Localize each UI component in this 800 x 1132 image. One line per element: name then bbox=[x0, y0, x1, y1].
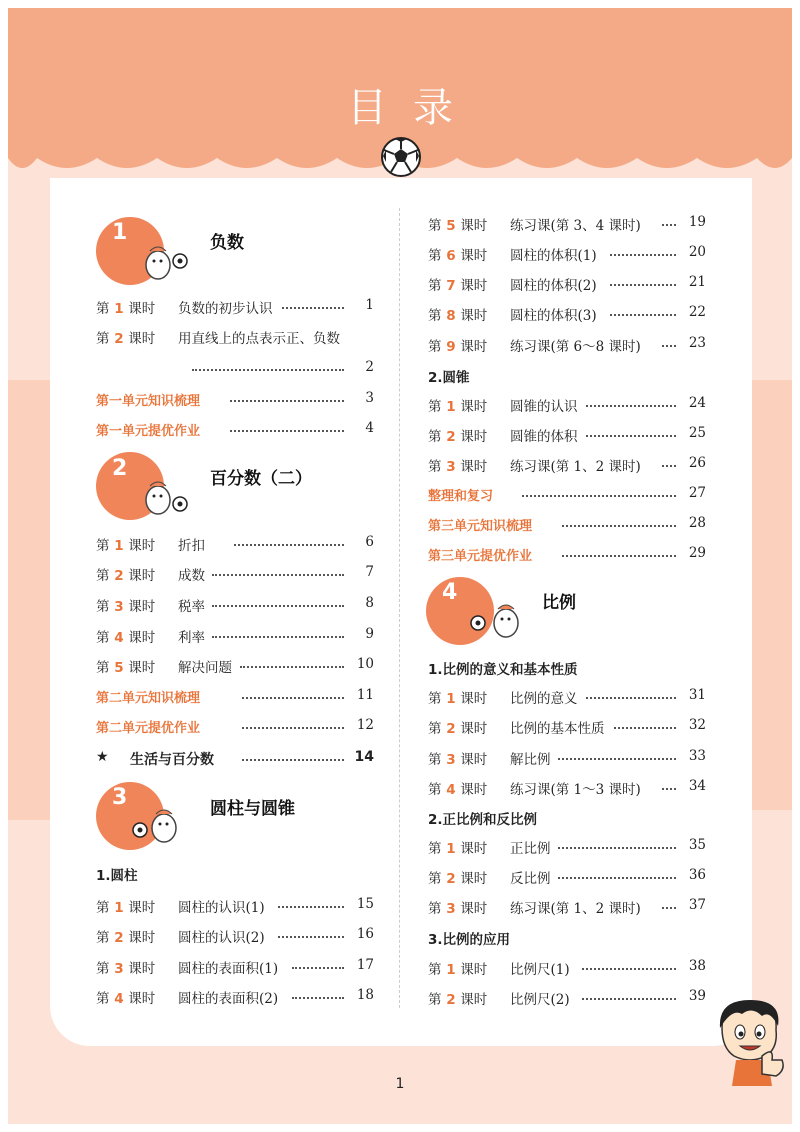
page-ref: 1 bbox=[365, 297, 374, 313]
lesson-label bbox=[428, 218, 487, 234]
leader-dots bbox=[242, 759, 344, 761]
unit-4-badge bbox=[426, 573, 526, 653]
lesson-number: 8 bbox=[441, 308, 461, 324]
lesson-number: 2 bbox=[441, 721, 461, 737]
leader-dots bbox=[230, 400, 344, 402]
unit-2-number: 2 bbox=[112, 456, 128, 481]
lesson-label bbox=[428, 339, 487, 355]
lesson-name: 练习课(第 1～3 课时) bbox=[510, 782, 641, 798]
lesson-label bbox=[428, 459, 487, 475]
page-ref: 33 bbox=[688, 748, 706, 764]
lesson-suffix: 课时 bbox=[460, 871, 488, 887]
lesson-name: 练习课(第 3、4 课时) bbox=[510, 218, 641, 234]
page-title: 目录 bbox=[347, 85, 479, 131]
lesson-name: 比例的意义 bbox=[510, 691, 578, 707]
section-heading: 1.圆柱 bbox=[96, 868, 138, 884]
lesson-name: 圆柱的认识(1) bbox=[178, 900, 265, 916]
lesson-label bbox=[96, 660, 155, 676]
lesson-number: 7 bbox=[441, 278, 461, 294]
lesson-label bbox=[96, 301, 155, 317]
lesson-prefix: 第 bbox=[96, 900, 110, 916]
lesson-prefix: 第 bbox=[428, 962, 442, 978]
lesson-suffix: 课时 bbox=[460, 308, 488, 324]
lesson-label bbox=[428, 278, 487, 294]
unit-3-badge bbox=[96, 778, 196, 858]
lesson-name: 圆锥的认识 bbox=[510, 399, 578, 415]
lesson-row[interactable] bbox=[428, 395, 706, 417]
page-ref: 3 bbox=[365, 390, 374, 406]
leader-dots bbox=[662, 224, 676, 226]
lesson-suffix: 课时 bbox=[128, 301, 156, 317]
lesson-name: 圆柱的体积(2) bbox=[510, 278, 597, 294]
lesson-prefix: 第 bbox=[428, 721, 442, 737]
lesson-prefix: 第 bbox=[96, 961, 110, 977]
lesson-row[interactable] bbox=[428, 244, 706, 266]
leader-dots bbox=[562, 525, 676, 527]
summary-name: 第三单元知识梳理 bbox=[428, 519, 533, 534]
lesson-name: 圆柱的认识(2) bbox=[178, 930, 265, 946]
lesson-name: 解比例 bbox=[510, 752, 551, 768]
lesson-label bbox=[428, 399, 487, 415]
lesson-number: 3 bbox=[109, 961, 129, 977]
lesson-name: 折扣 bbox=[178, 538, 205, 554]
summary-name: 第一单元提优作业 bbox=[96, 424, 201, 439]
leader-dots bbox=[610, 284, 676, 286]
lesson-label bbox=[428, 248, 487, 264]
lesson-suffix: 课时 bbox=[460, 248, 488, 264]
lesson-label bbox=[428, 841, 487, 857]
lesson-number: 2 bbox=[441, 992, 461, 1008]
lesson-number: 1 bbox=[441, 399, 461, 415]
page-ref: 34 bbox=[688, 778, 706, 794]
page-ref: 31 bbox=[688, 687, 706, 703]
lesson-row[interactable] bbox=[428, 335, 706, 357]
page-ref: 16 bbox=[356, 926, 374, 942]
section-heading: 3.比例的应用 bbox=[428, 932, 511, 948]
page-ref: 14 bbox=[354, 749, 374, 765]
lesson-prefix: 第 bbox=[96, 568, 110, 584]
lesson-name: 圆柱的体积(3) bbox=[510, 308, 597, 324]
page-ref: 9 bbox=[365, 626, 374, 642]
lesson-label bbox=[96, 961, 155, 977]
page-ref: 18 bbox=[356, 987, 374, 1003]
lesson-name: 练习课(第 1、2 课时) bbox=[510, 459, 641, 475]
lesson-number: 1 bbox=[109, 538, 129, 554]
lesson-row[interactable] bbox=[96, 896, 374, 918]
lesson-number: 4 bbox=[109, 991, 129, 1007]
summary-name: 第二单元知识梳理 bbox=[96, 691, 201, 706]
unit-1-number: 1 bbox=[112, 220, 128, 245]
lesson-row[interactable] bbox=[96, 987, 374, 1009]
leader-dots bbox=[662, 465, 676, 467]
leader-dots bbox=[212, 636, 344, 638]
lesson-name: 成数 bbox=[178, 568, 205, 584]
lesson-name: 圆柱的表面积(2) bbox=[178, 991, 279, 1007]
page-ref: 29 bbox=[688, 545, 706, 561]
page-ref: 32 bbox=[688, 717, 706, 733]
lesson-prefix: 第 bbox=[96, 538, 110, 554]
toc-page bbox=[8, 8, 792, 1124]
lesson-name: 练习课(第 1、2 课时) bbox=[510, 901, 641, 917]
lesson-label bbox=[96, 900, 155, 916]
lesson-suffix: 课时 bbox=[128, 660, 156, 676]
page-ref: 6 bbox=[365, 534, 374, 550]
summary-row[interactable] bbox=[428, 485, 706, 507]
lesson-prefix: 第 bbox=[96, 930, 110, 946]
lesson-row[interactable] bbox=[428, 274, 706, 296]
lesson-suffix: 课时 bbox=[460, 429, 488, 445]
summary-row[interactable] bbox=[96, 717, 374, 739]
lesson-suffix: 课时 bbox=[460, 721, 488, 737]
lesson-suffix: 课时 bbox=[128, 331, 156, 347]
leader-dots bbox=[292, 967, 344, 969]
lesson-prefix: 第 bbox=[428, 248, 442, 264]
lesson-label bbox=[96, 599, 155, 615]
lesson-number: 9 bbox=[441, 339, 461, 355]
side-strip-left bbox=[8, 380, 50, 820]
lesson-row[interactable] bbox=[428, 455, 706, 477]
leader-dots bbox=[278, 936, 344, 938]
lesson-suffix: 课时 bbox=[128, 630, 156, 646]
leader-dots bbox=[582, 998, 676, 1000]
leader-dots bbox=[662, 345, 676, 347]
lesson-number: 4 bbox=[441, 782, 461, 798]
lesson-prefix: 第 bbox=[96, 991, 110, 1007]
page-ref: 28 bbox=[688, 515, 706, 531]
page-ref: 35 bbox=[688, 837, 706, 853]
lesson-label bbox=[96, 630, 155, 646]
lesson-row[interactable] bbox=[428, 304, 706, 326]
lesson-name: 利率 bbox=[178, 630, 205, 646]
lesson-suffix: 课时 bbox=[460, 962, 488, 978]
lesson-row[interactable] bbox=[96, 626, 374, 648]
lesson-number: 1 bbox=[441, 841, 461, 857]
lesson-prefix: 第 bbox=[96, 599, 110, 615]
column-divider bbox=[399, 208, 400, 1008]
leader-dots bbox=[242, 697, 344, 699]
lesson-suffix: 课时 bbox=[460, 752, 488, 768]
lesson-suffix: 课时 bbox=[128, 930, 156, 946]
page-ref: 21 bbox=[688, 274, 706, 290]
lesson-suffix: 课时 bbox=[460, 691, 488, 707]
lesson-row[interactable] bbox=[96, 926, 374, 948]
lesson-number: 2 bbox=[109, 331, 129, 347]
lesson-label bbox=[96, 930, 155, 946]
leader-dots bbox=[292, 997, 344, 999]
page-ref: 26 bbox=[688, 455, 706, 471]
summary-row[interactable] bbox=[428, 545, 706, 567]
summary-name: 第三单元提优作业 bbox=[428, 549, 533, 564]
lesson-row[interactable] bbox=[428, 958, 706, 980]
lesson-prefix: 第 bbox=[428, 339, 442, 355]
unit-4-title: 比例 bbox=[542, 593, 576, 613]
lesson-prefix: 第 bbox=[428, 278, 442, 294]
lesson-row[interactable] bbox=[428, 717, 706, 739]
leader-dots bbox=[586, 697, 676, 699]
lesson-suffix: 课时 bbox=[128, 568, 156, 584]
lesson-number: 1 bbox=[109, 900, 129, 916]
unit-3-number: 3 bbox=[112, 785, 128, 810]
summary-row[interactable] bbox=[96, 390, 374, 412]
unit-2-badge bbox=[96, 448, 196, 528]
special-topic-name: 生活与百分数 bbox=[130, 752, 214, 768]
summary-row[interactable] bbox=[96, 420, 374, 442]
leader-dots bbox=[522, 495, 676, 497]
leader-dots bbox=[212, 574, 344, 576]
lesson-number: 3 bbox=[441, 752, 461, 768]
page-ref: 15 bbox=[356, 896, 374, 912]
leader-dots bbox=[586, 435, 676, 437]
leader-dots bbox=[230, 430, 344, 432]
lesson-label bbox=[96, 538, 155, 554]
leader-dots bbox=[582, 968, 676, 970]
lesson-suffix: 课时 bbox=[460, 399, 488, 415]
page-ref: 2 bbox=[365, 359, 374, 375]
leader-dots bbox=[558, 847, 676, 849]
lesson-label bbox=[428, 992, 487, 1008]
leader-dots bbox=[242, 727, 344, 729]
lesson-prefix: 第 bbox=[428, 459, 442, 475]
lesson-label bbox=[96, 331, 155, 347]
lesson-label bbox=[428, 871, 487, 887]
lesson-label bbox=[96, 991, 155, 1007]
leader-dots bbox=[212, 605, 344, 607]
lesson-row[interactable] bbox=[96, 564, 374, 586]
lesson-number: 2 bbox=[109, 930, 129, 946]
lesson-row[interactable] bbox=[96, 297, 374, 319]
lesson-prefix: 第 bbox=[428, 429, 442, 445]
page-ref: 39 bbox=[688, 988, 706, 1004]
lesson-name: 负数的初步认识 bbox=[178, 301, 273, 317]
lesson-name: 用直线上的点表示正、负数 bbox=[178, 331, 340, 347]
lesson-row[interactable] bbox=[96, 656, 374, 678]
summary-name: 第一单元知识梳理 bbox=[96, 394, 201, 409]
lesson-number: 2 bbox=[441, 429, 461, 445]
lesson-prefix: 第 bbox=[428, 871, 442, 887]
page-ref: 36 bbox=[688, 867, 706, 883]
lesson-number: 2 bbox=[109, 568, 129, 584]
lesson-prefix: 第 bbox=[428, 901, 442, 917]
lesson-suffix: 课时 bbox=[128, 900, 156, 916]
page-ref: 10 bbox=[356, 656, 374, 672]
lesson-row[interactable] bbox=[96, 595, 374, 617]
lesson-prefix: 第 bbox=[428, 992, 442, 1008]
lesson-row[interactable] bbox=[428, 988, 706, 1010]
lesson-row[interactable] bbox=[428, 867, 706, 889]
lesson-prefix: 第 bbox=[428, 308, 442, 324]
leader-dots bbox=[662, 907, 676, 909]
lesson-prefix: 第 bbox=[428, 782, 442, 798]
lesson-prefix: 第 bbox=[428, 218, 442, 234]
lesson-prefix: 第 bbox=[428, 399, 442, 415]
leader-dots bbox=[586, 405, 676, 407]
page-ref: 25 bbox=[688, 425, 706, 441]
lesson-label bbox=[428, 429, 487, 445]
lesson-suffix: 课时 bbox=[460, 782, 488, 798]
leader-dots bbox=[558, 877, 676, 879]
special-topic-row[interactable] bbox=[96, 749, 374, 771]
lesson-row[interactable] bbox=[96, 327, 374, 379]
page-ref: 12 bbox=[356, 717, 374, 733]
lesson-number: 5 bbox=[109, 660, 129, 676]
leader-dots bbox=[234, 544, 344, 546]
lesson-row[interactable] bbox=[428, 778, 706, 800]
lesson-row[interactable] bbox=[428, 214, 706, 236]
lesson-row[interactable] bbox=[428, 897, 706, 919]
leader-dots bbox=[282, 307, 344, 309]
page-ref: 4 bbox=[365, 420, 374, 436]
lesson-suffix: 课时 bbox=[460, 841, 488, 857]
lesson-prefix: 第 bbox=[428, 691, 442, 707]
lesson-name: 解决问题 bbox=[178, 660, 232, 676]
unit-1-title: 负数 bbox=[210, 233, 244, 253]
leader-dots bbox=[278, 906, 344, 908]
page-ref: 8 bbox=[365, 595, 374, 611]
lesson-number: 5 bbox=[441, 218, 461, 234]
page-ref: 20 bbox=[688, 244, 706, 260]
page-ref: 22 bbox=[688, 304, 706, 320]
lesson-row[interactable] bbox=[428, 425, 706, 447]
page-ref: 19 bbox=[688, 214, 706, 230]
lesson-number: 2 bbox=[441, 871, 461, 887]
summary-row[interactable] bbox=[96, 687, 374, 709]
leader-dots bbox=[240, 666, 344, 668]
section-heading: 2.正比例和反比例 bbox=[428, 812, 538, 828]
cartoon-boy-thumbs-up bbox=[712, 998, 788, 1088]
lesson-label bbox=[428, 901, 487, 917]
page-ref: 38 bbox=[688, 958, 706, 974]
lesson-suffix: 课时 bbox=[460, 278, 488, 294]
lesson-number: 3 bbox=[109, 599, 129, 615]
lesson-label bbox=[428, 782, 487, 798]
leader-dots bbox=[662, 788, 676, 790]
section-heading: 1.比例的意义和基本性质 bbox=[428, 662, 578, 678]
lesson-prefix: 第 bbox=[96, 630, 110, 646]
leader-dots bbox=[610, 254, 676, 256]
lesson-name: 正比例 bbox=[510, 841, 551, 857]
page-ref: 7 bbox=[365, 564, 374, 580]
leader-dots bbox=[192, 369, 344, 371]
unit-3-title: 圆柱与圆锥 bbox=[210, 799, 295, 819]
lesson-name: 比例的基本性质 bbox=[510, 721, 605, 737]
leader-dots bbox=[562, 555, 676, 557]
lesson-suffix: 课时 bbox=[460, 218, 488, 234]
lesson-name: 练习课(第 6～8 课时) bbox=[510, 339, 641, 355]
lesson-name: 圆柱的体积(1) bbox=[510, 248, 597, 264]
page-ref: 37 bbox=[688, 897, 706, 913]
lesson-prefix: 第 bbox=[428, 752, 442, 768]
leader-dots bbox=[614, 727, 676, 729]
lesson-name: 圆柱的表面积(1) bbox=[178, 961, 279, 977]
page-ref: 24 bbox=[688, 395, 706, 411]
lesson-suffix: 课时 bbox=[460, 339, 488, 355]
page-ref: 17 bbox=[356, 957, 374, 973]
lesson-suffix: 课时 bbox=[128, 599, 156, 615]
unit-1-badge bbox=[96, 213, 196, 293]
lesson-prefix: 第 bbox=[96, 660, 110, 676]
lesson-label bbox=[428, 721, 487, 737]
summary-name: 整理和复习 bbox=[428, 489, 494, 504]
lesson-suffix: 课时 bbox=[460, 992, 488, 1008]
lesson-suffix: 课时 bbox=[128, 538, 156, 554]
lesson-number: 1 bbox=[441, 962, 461, 978]
lesson-name: 比例尺(2) bbox=[510, 992, 570, 1008]
lesson-number: 3 bbox=[441, 901, 461, 917]
lesson-label bbox=[428, 752, 487, 768]
lesson-number: 1 bbox=[441, 691, 461, 707]
lesson-prefix: 第 bbox=[96, 301, 110, 317]
lesson-row[interactable] bbox=[428, 687, 706, 709]
lesson-number: 6 bbox=[441, 248, 461, 264]
leader-dots bbox=[558, 758, 676, 760]
side-strip-right bbox=[752, 380, 792, 810]
lesson-row[interactable] bbox=[96, 534, 374, 556]
lesson-name: 税率 bbox=[178, 599, 205, 615]
lesson-number: 4 bbox=[109, 630, 129, 646]
lesson-suffix: 课时 bbox=[460, 901, 488, 917]
lesson-label bbox=[428, 962, 487, 978]
page-ref: 23 bbox=[688, 335, 706, 351]
lesson-suffix: 课时 bbox=[460, 459, 488, 475]
lesson-prefix: 第 bbox=[96, 331, 110, 347]
lesson-suffix: 课时 bbox=[128, 991, 156, 1007]
soccer-ball-icon bbox=[380, 136, 422, 178]
lesson-name: 比例尺(1) bbox=[510, 962, 570, 978]
lesson-row[interactable] bbox=[96, 957, 374, 979]
lesson-name: 圆锥的体积 bbox=[510, 429, 578, 445]
lesson-suffix: 课时 bbox=[128, 961, 156, 977]
page-ref: 11 bbox=[356, 687, 374, 703]
lesson-prefix: 第 bbox=[428, 841, 442, 857]
page-number: 1 bbox=[395, 1076, 405, 1092]
lesson-label bbox=[428, 691, 487, 707]
lesson-row[interactable] bbox=[428, 748, 706, 770]
summary-row[interactable] bbox=[428, 515, 706, 537]
unit-4-number: 4 bbox=[442, 580, 458, 605]
star-icon: ★ bbox=[96, 749, 109, 765]
unit-2-title: 百分数（二） bbox=[210, 469, 312, 489]
lesson-label bbox=[96, 568, 155, 584]
lesson-number: 3 bbox=[441, 459, 461, 475]
lesson-row[interactable] bbox=[428, 837, 706, 859]
leader-dots bbox=[610, 314, 676, 316]
lesson-number: 1 bbox=[109, 301, 129, 317]
lesson-name: 反比例 bbox=[510, 871, 551, 887]
section-heading: 2.圆锥 bbox=[428, 370, 470, 386]
page-ref: 27 bbox=[688, 485, 706, 501]
summary-name: 第二单元提优作业 bbox=[96, 721, 201, 736]
lesson-label bbox=[428, 308, 487, 324]
